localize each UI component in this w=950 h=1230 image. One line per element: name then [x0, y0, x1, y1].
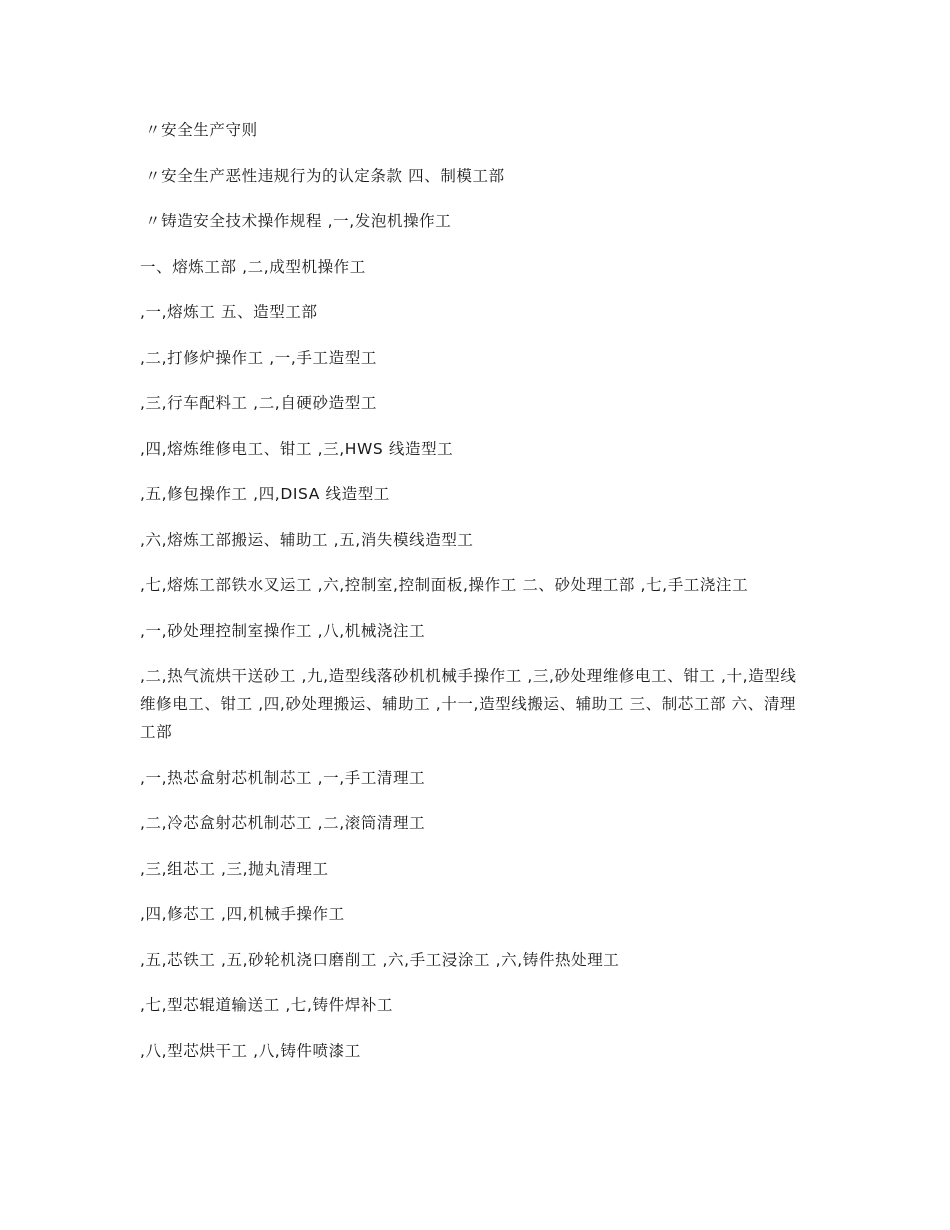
text-line: ,二,打修炉操作工 ,一,手工造型工: [140, 348, 377, 367]
text-line: ,六,熔炼工部搬运、辅助工 ,五,消失模线造型工: [140, 530, 474, 549]
text-line: ,二,冷芯盒射芯机制芯工 ,二,滚筒清理工: [140, 814, 426, 832]
text-line: ,八,型芯烘干工 ,八,铸件喷漆工: [140, 1041, 361, 1060]
text-line: ,七,熔炼工部铁水叉运工 ,六,控制室,控制面板,操作工 二、砂处理工部 ,七,手工浇注工: [140, 576, 749, 594]
text-line: ,三,组芯工 ,三,抛丸清理工: [140, 859, 329, 878]
text-line: ,一,熔炼工 五、造型工部: [140, 303, 318, 321]
text-line: ,七,型芯辊道输送工 ,七,铸件焊补工: [140, 996, 394, 1014]
text-line: ,四,熔炼维修电工、钳工 ,三,HWS 线造型工: [140, 439, 454, 458]
text-line: ,三,行车配料工 ,二,自硬砂造型工: [140, 394, 377, 412]
text-line: ,一,热芯盒射芯机制芯工 ,一,手工清理工: [140, 768, 426, 787]
text-line: ,一,砂处理控制室操作工 ,八,机械浇注工: [140, 621, 426, 640]
document-body: [140, 116, 812, 1082]
text-line: ,五,芯铁工 ,五,砂轮机浇口磨削工 ,六,手工浸涂工 ,六,铸件热处理工: [140, 950, 620, 969]
text-line: ,四,修芯工 ,四,机械手操作工: [140, 905, 345, 923]
text-line: ,五,修包操作工 ,四,DISA 线造型工: [140, 485, 390, 503]
text-line: 〃安全生产守则: [145, 121, 258, 139]
text-line: 〃铸造安全技术操作规程 ,一,发泡机操作工: [145, 212, 452, 230]
text-line: ,二,热气流烘干送砂工 ,九,造型线落砂机机械手操作工 ,三,砂处理维修电工、钳工 ,十,造型线维修电工、钳工 ,四,砂处理搬运、辅助工 ,十一,造型线搬运、辅助工 三、制芯工部 六、清理工部: [140, 667, 797, 741]
text-line: 一、熔炼工部 ,二,成型机操作工: [140, 257, 366, 276]
text-line: 〃安全生产恶性违规行为的认定条款 四、制模工部: [145, 166, 505, 185]
